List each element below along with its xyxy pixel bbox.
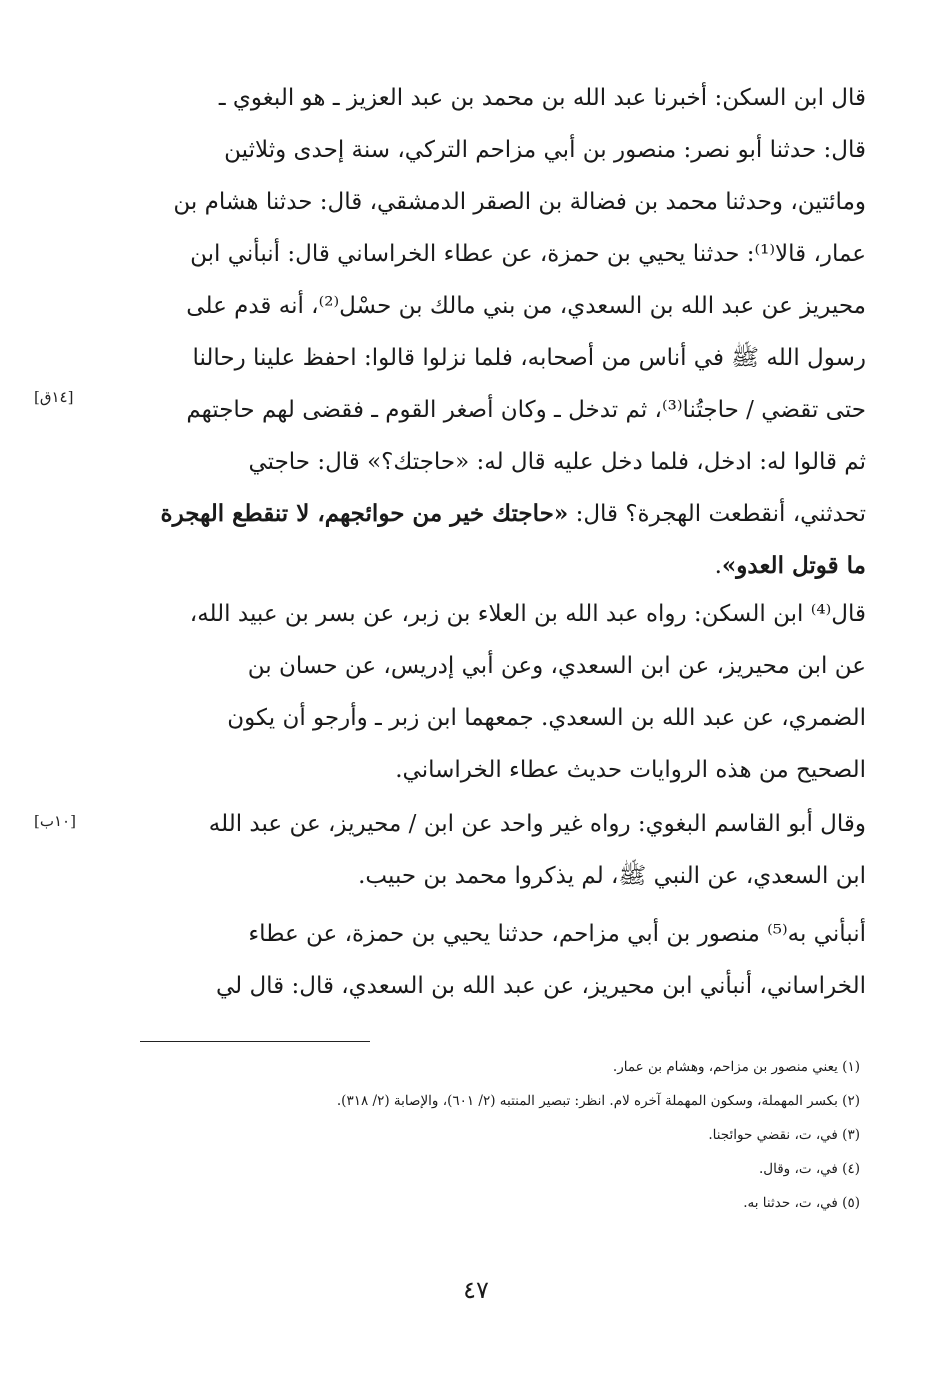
text-run: تحدثني، أنقطعت الهجرة؟ قال: [568, 501, 866, 527]
paragraph-isnad-1 [150, 72, 866, 592]
text-line: ثم قالوا له: ادخل، فلما دخل عليه قال له: «حاجتك؟» قال: حاجتي [248, 449, 866, 475]
text-line: قال: حدثنا أبو نصر: منصور بن أبي مزاحم التركي، سنة إحدى وثلاثين [224, 137, 866, 163]
text-line: قال ابن السكن: أخبرنا عبد الله بن محمد بن عبد العزيز ـ هو البغوي ـ [218, 85, 866, 111]
text-line: عمار، قالا⁽¹⁾: حدثنا يحيي بن حمزة، عن عطاء الخراساني قال: أنبأني ابن [190, 241, 866, 267]
text-line: قال⁽⁴⁾ ابن السكن: رواه عبد الله بن العلاء بن زبر، عن بسر بن عبيد الله، [189, 601, 866, 627]
text-line: الصحيح من هذه الروايات حديث عطاء الخراساني. [395, 757, 866, 783]
paragraph-mansur [150, 908, 866, 1012]
text-line: رسول الله ﷺ في أناس من أصحابه، فلما نزلوا قالوا: احفظ علينا رحالنا [192, 345, 866, 371]
page-number: ٤٧ [463, 1276, 489, 1304]
folio-note-14q: [١٤ق] [34, 388, 74, 406]
text-line: أنبأني به⁽⁵⁾ منصور بن أبي مزاحم، حدثنا يحيي بن حمزة، عن عطاء [248, 921, 866, 947]
folio-note-10b: [١٠ب] [34, 812, 76, 830]
text-line: الضمري، عن عبد الله بن السعدي. جمعهما ابن زبر ـ وأرجو أن يكون [227, 705, 866, 731]
footnote-divider [140, 1041, 370, 1042]
footnote-1: (١) يعني منصور بن مزاحم، وهشام بن عمار. [612, 1059, 860, 1075]
text-run: . [714, 553, 722, 579]
text-line [150, 488, 866, 540]
paragraph-baghawi [150, 798, 866, 902]
hadith-text-bold: ما قوتل العدو» [721, 552, 866, 579]
text-line [150, 540, 866, 592]
hadith-text-bold: «حاجتك خير من حوائجهم، لا تنقطع الهجرة [160, 500, 569, 527]
text-line: وقال أبو القاسم البغوي: رواه غير واحد عن ابن / محيريز، عن عبد الله [208, 811, 866, 837]
text-line: حتى تقضي / حاجتُنا⁽³⁾، ثم تدخل ـ وكان أصغر القوم ـ فقضى لهم حاجتهم [186, 397, 866, 423]
footnotes [140, 1050, 860, 1220]
text-line: ومائتين، وحدثنا محمد بن فضالة بن الصقر الدمشقي، قال: حدثنا هشام بن [173, 189, 866, 215]
text-line: الخراساني، أنبأني ابن محيريز، عن عبد الله بن السعدي، قال: قال لي [215, 973, 866, 999]
text-line: ابن السعدي، عن النبي ﷺ، لم يذكروا محمد بن حبيب. [358, 863, 866, 889]
footnote-2: (٢) بكسر المهملة، وسكون المهملة آخره لام. انظر: تبصير المنتبه (٢/ ٦٠١)، والإصابة (٢/ ٣١٨). [336, 1093, 860, 1109]
footnote-4: (٤) في، ت، وقال. [758, 1161, 860, 1177]
paragraph-ibn-al-sakan [150, 588, 866, 796]
footnote-3: (٣) في، ت، نقضي حوائجنا. [708, 1127, 860, 1143]
text-line: محيريز عن عبد الله بن السعدي، من بني مالك بن حسْل⁽²⁾، أنه قدم على [186, 293, 866, 319]
text-line: عن ابن محيريز، عن ابن السعدي، وعن أبي إدريس، عن حسان بن [247, 653, 866, 679]
footnote-5: (٥) في، ت، حدثنا به. [743, 1195, 860, 1211]
